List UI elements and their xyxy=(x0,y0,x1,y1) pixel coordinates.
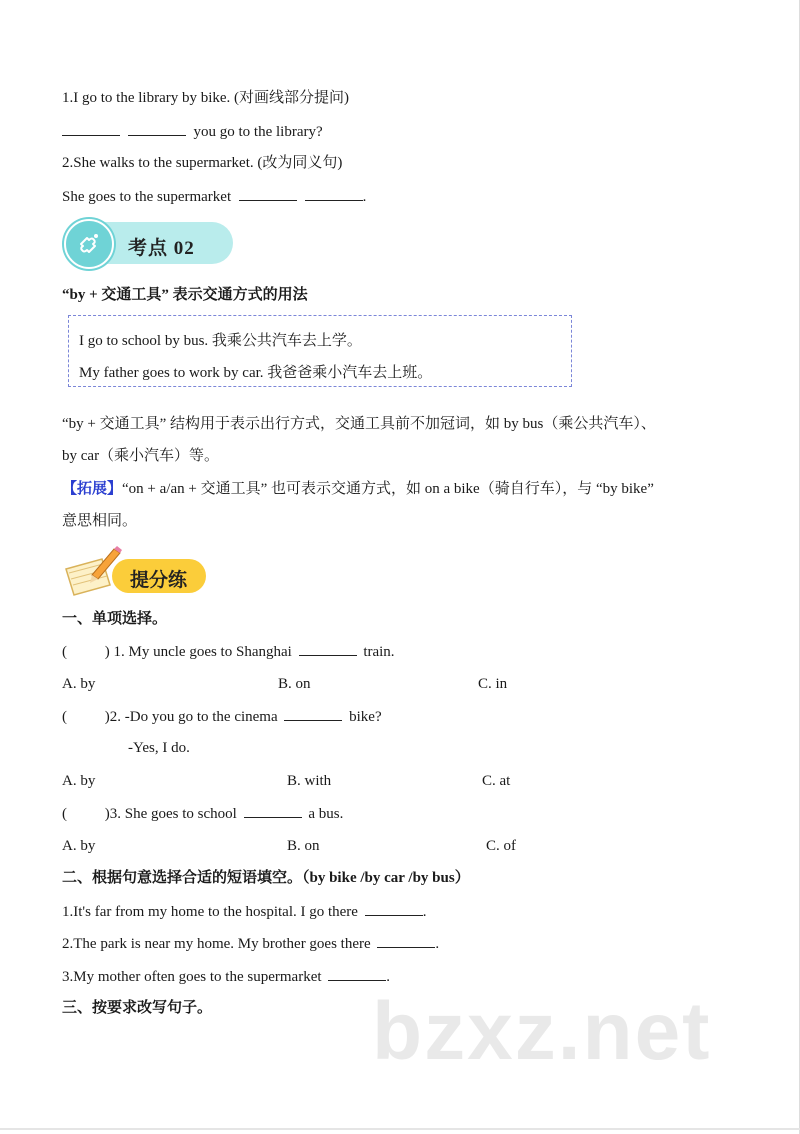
top-q2: 2.She walks to the supermarket. (改为同义句) xyxy=(62,155,343,171)
blank xyxy=(244,803,302,818)
blank xyxy=(299,641,357,656)
q1-option-c: C. in xyxy=(478,676,508,692)
watermark: bzxz.net xyxy=(372,986,712,1077)
extend-tag: 【拓展】 xyxy=(62,481,123,497)
top-q1: 1.I go to the library by bike. (对画线部分提问) xyxy=(62,90,350,106)
blank xyxy=(377,933,435,948)
explanation-line-1: “by + 交通工具” 结构用于表示出行方式，交通工具前不加冠词，如 by bus（乘公共汽车）、 xyxy=(62,416,656,432)
example-line-1: I go to school by bus. 我乘公共汽车去上学。 xyxy=(79,333,362,349)
practice-label: 提分练 xyxy=(130,570,188,591)
section-badge xyxy=(68,222,233,264)
q2-option-b: B. with xyxy=(287,773,332,789)
section-title: “by + 交通工具” 表示交通方式的用法 xyxy=(62,287,308,303)
notebook-pencil-icon xyxy=(62,545,124,597)
top-q1-answer: you go to the library? xyxy=(62,121,323,142)
part2-title: 二、根据句意选择合适的短语填空。（by bike /by car /by bus） xyxy=(62,870,470,886)
example-box xyxy=(68,315,572,387)
fill-question-3: 3.My mother often goes to the supermarket . xyxy=(62,966,390,987)
top-q2-answer: She goes to the supermarket . xyxy=(62,186,366,207)
blank xyxy=(284,706,342,721)
q1-option-a: A. by xyxy=(62,676,96,692)
q3-option-a: A. by xyxy=(62,838,96,854)
q2-option-a: A. by xyxy=(62,773,96,789)
practice-badge xyxy=(62,545,210,597)
part3-title: 三、按要求改写句子。 xyxy=(62,1000,213,1016)
explanation-line-2: by car（乘小汽车）等。 xyxy=(62,448,220,464)
blank xyxy=(305,186,363,201)
blank xyxy=(128,121,186,136)
blank xyxy=(328,966,386,981)
badge-label: 考点 02 xyxy=(128,238,195,259)
q3-option-b: B. on xyxy=(287,838,320,854)
extension-line-2: 意思相同。 xyxy=(62,513,138,529)
fill-question-1: 1.It's far from my home to the hospital. I go there . xyxy=(62,901,426,922)
mc-question-3: ( )3. She goes to school a bus. xyxy=(62,803,343,824)
example-line-2: My father goes to work by car. 我爸爸乘小汽车去上班。 xyxy=(79,365,433,381)
page-bottom-edge xyxy=(0,1128,800,1130)
blank xyxy=(62,121,120,136)
fill-question-2: 2.The park is near my home. My brother goes there . xyxy=(62,933,439,954)
puzzle-icon xyxy=(75,230,103,258)
extension-line-1: 【拓展】“on + a/an + 交通工具” 也可表示交通方式，如 on a bike（骑自行车），与 “by bike” xyxy=(62,481,654,497)
q3-option-c: C. of xyxy=(486,838,516,854)
mc-question-2: ( )2. -Do you go to the cinema bike? xyxy=(62,706,382,727)
mc-question-1: ( ) 1. My uncle goes to Shanghai train. xyxy=(62,641,395,662)
badge-circle xyxy=(64,219,114,269)
blank xyxy=(365,901,423,916)
q2-reply: -Yes, I do. xyxy=(128,740,190,756)
q1-option-b: B. on xyxy=(278,676,311,692)
blank xyxy=(239,186,297,201)
part1-title: 一、单项选择。 xyxy=(62,611,168,627)
q2-option-c: C. at xyxy=(482,773,511,789)
